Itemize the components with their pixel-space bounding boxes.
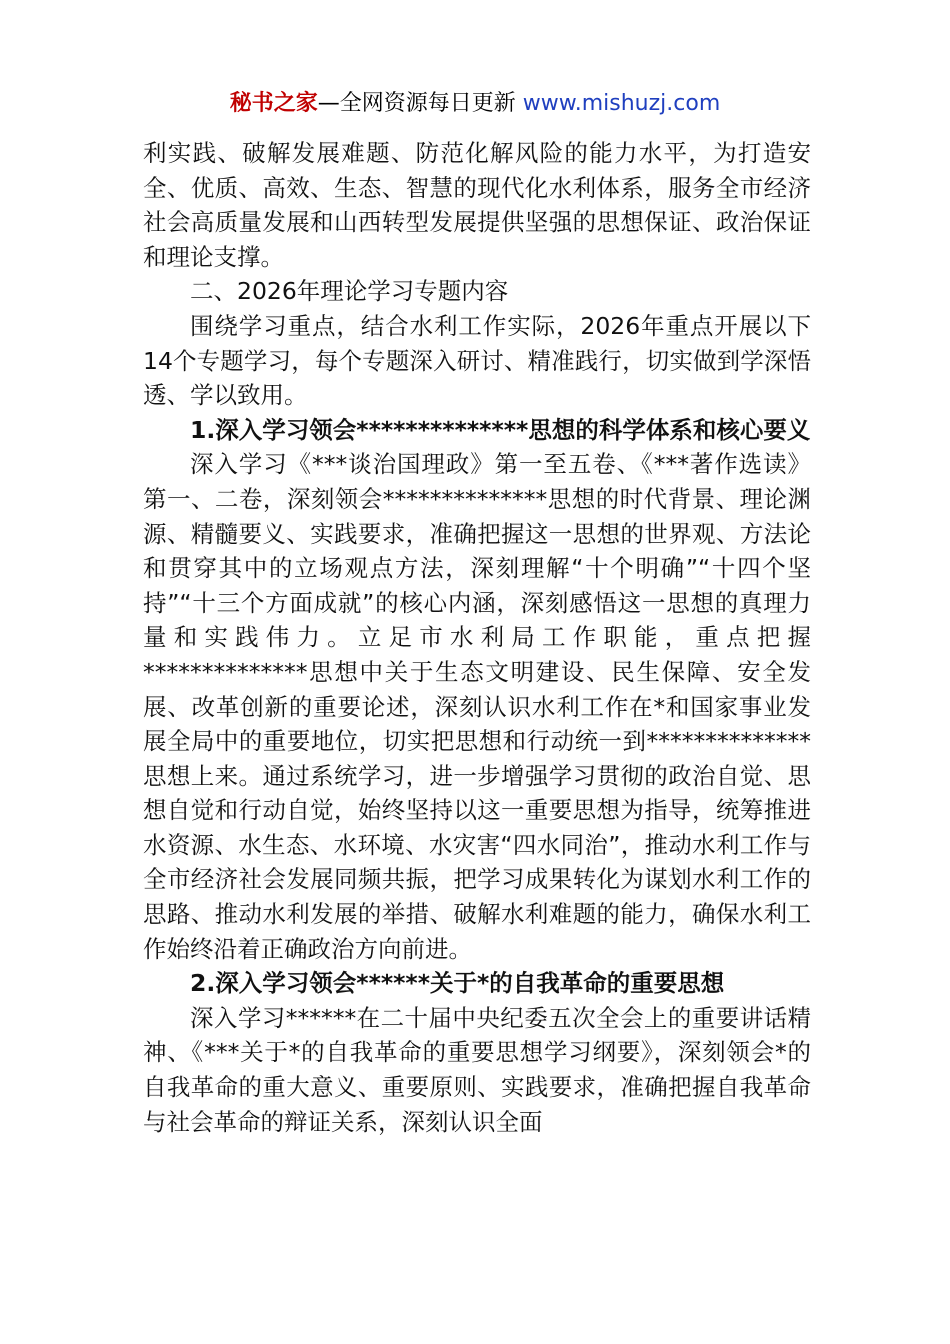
paragraph-continuation: 利实践、破解发展难题、防范化解风险的能力水平，为打造安全、优质、高效、生态、智慧的现代化水利体系，服务全市经济社会高质量发展和山西转型发展提供坚强的思想保证、政治保证和理论支撑。	[143, 139, 811, 271]
topic-heading-2: 2.深入学习领会******关于*的自我革命的重要思想	[190, 969, 725, 998]
site-tagline: —全网资源每日更新	[317, 91, 523, 116]
site-header	[0, 88, 950, 120]
section-heading: 二、2026年理论学习专题内容	[190, 277, 509, 306]
site-url-link[interactable]: www.mishuzj.com	[522, 91, 721, 116]
topic-heading-1: 1.深入学习领会**************思想的科学体系和核心要义	[190, 415, 811, 444]
document-body	[143, 136, 811, 1139]
site-brand: 秘书之家	[229, 91, 318, 116]
topic-body-2: 深入学习******在二十届中央纪委五次全会上的重要讲话精神、《***关于*的自我革命的重要思想学习纲要》，深刻领会*的自我革命的重大意义、重要原则、实践要求，准确把握自我革命与社会革命的辩证关系，深刻认识全面	[143, 1003, 811, 1136]
paragraph-intro: 围绕学习重点，结合水利工作实际，2026年重点开展以下14个专题学习，每个专题深入研讨、精准践行，切实做到学深悟透、学以致用。	[143, 311, 811, 410]
topic-body-1: 深入学习《***谈治国理政》第一至五卷、《***著作选读》第一、二卷，深刻领会**************思想的时代背景、理论渊源、精髓要义、实践要求，准确把握这一思想的世界观、方法论和贯穿其中的立场观点方法，深刻理解“十个明确”“十四个坚持”“十三个方面成就”的核心内涵，深刻感悟这一思想的真理力量和实践伟力。立足市水利局工作职能，重点把握**************思想中关于生态文明建设、民生保障、安全发展、改革创新的重要论述，深刻认识水利工作在*和国家事业发展全局中的重要地位，切实把思想和行动统一到**************思想上来。通过系统学习，进一步增强学习贯彻的政治自觉、思想自觉和行动自觉，始终坚持以这一重要思想为指导，统筹推进水资源、水生态、水环境、水灾害“四水同治”，推动水利工作与全市经济社会发展同频共振，把学习成果转化为谋划水利工作的思路、推动水利发展的举措、破解水利难题的能力，确保水利工作始终沿着正确政治方向前进。	[143, 450, 811, 963]
